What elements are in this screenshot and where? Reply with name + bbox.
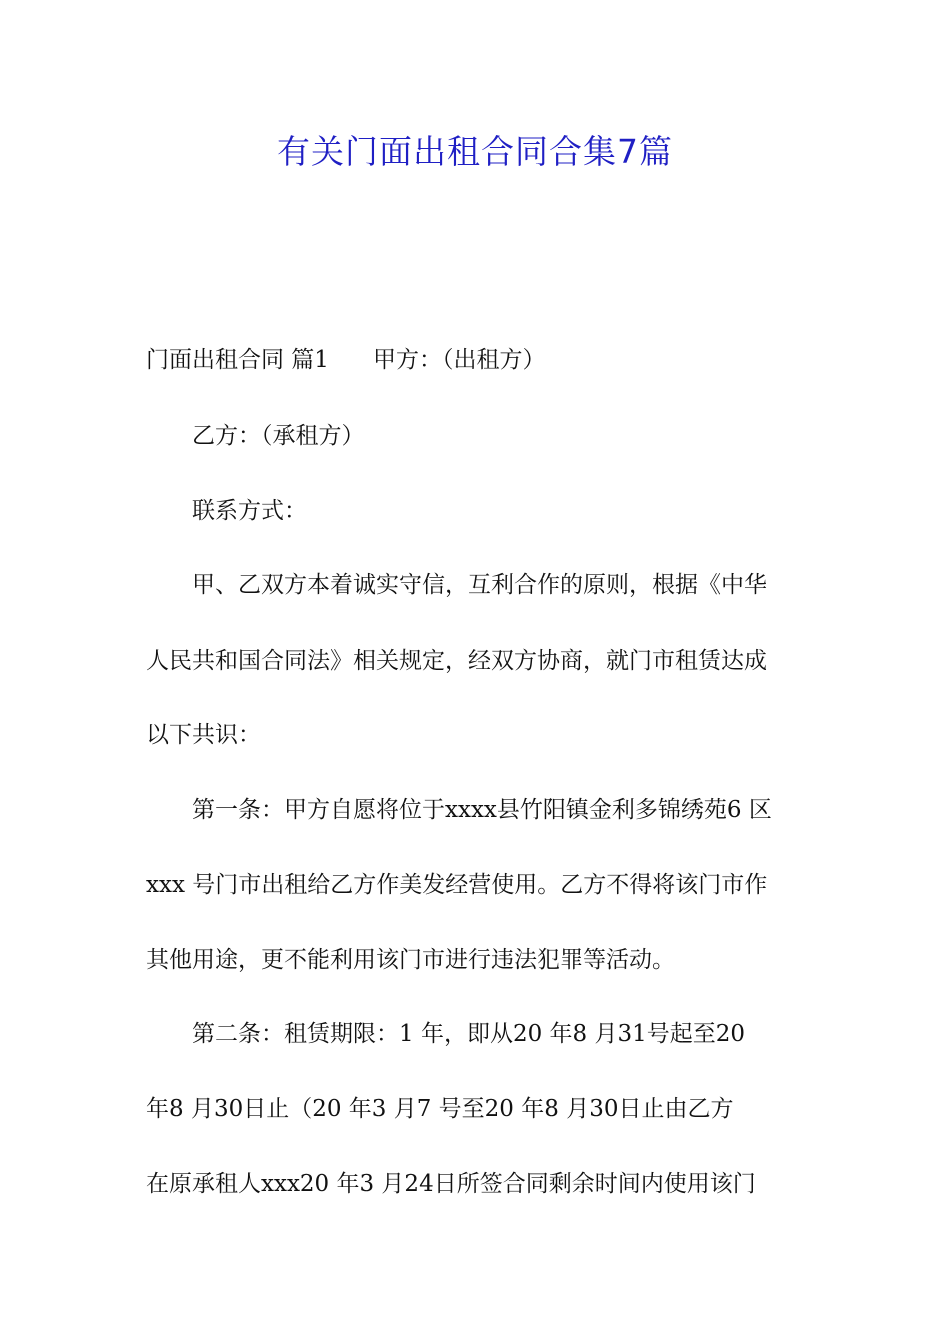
paragraph-line: 在原承租人xxx20 年3 月24日所签合同剩余时间内使用该门 (146, 1171, 756, 1197)
contact-line: 联系方式： (192, 498, 307, 524)
paragraph-line: 其他用途，更不能利用该门市进行违法犯罪等活动。 (146, 947, 675, 973)
paragraph-line: 第二条：租赁期限：1 年，即从20 年8 月31号起至20 (192, 1021, 745, 1047)
paragraph-line: 甲、乙双方本着诚实守信，互利合作的原则，根据《中华 (192, 572, 767, 598)
party-b-line: 乙方：（承租方） (192, 423, 365, 449)
paragraph-line: xxx 号门市出租给乙方作美发经营使用。乙方不得将该门市作 (146, 872, 768, 898)
first-line (146, 343, 816, 377)
paragraph-line: 年8 月30日止（20 年3 月7 号至20 年8 月30日止由乙方 (146, 1096, 734, 1122)
paragraph-line: 以下共识： (146, 722, 261, 748)
party-a-line: 甲方：（出租方） (372, 347, 546, 373)
paragraph-line: 第一条：甲方自愿将位于xxxx县竹阳镇金利多锦绣苑6 区 (192, 797, 772, 823)
paragraph-line: 人民共和国合同法》相关规定，经双方协商，就门市租赁达成 (146, 648, 767, 674)
document-title: 有关门面出租合同合集7篇 (277, 132, 673, 171)
section-heading: 门面出租合同 篇1 (146, 347, 329, 373)
